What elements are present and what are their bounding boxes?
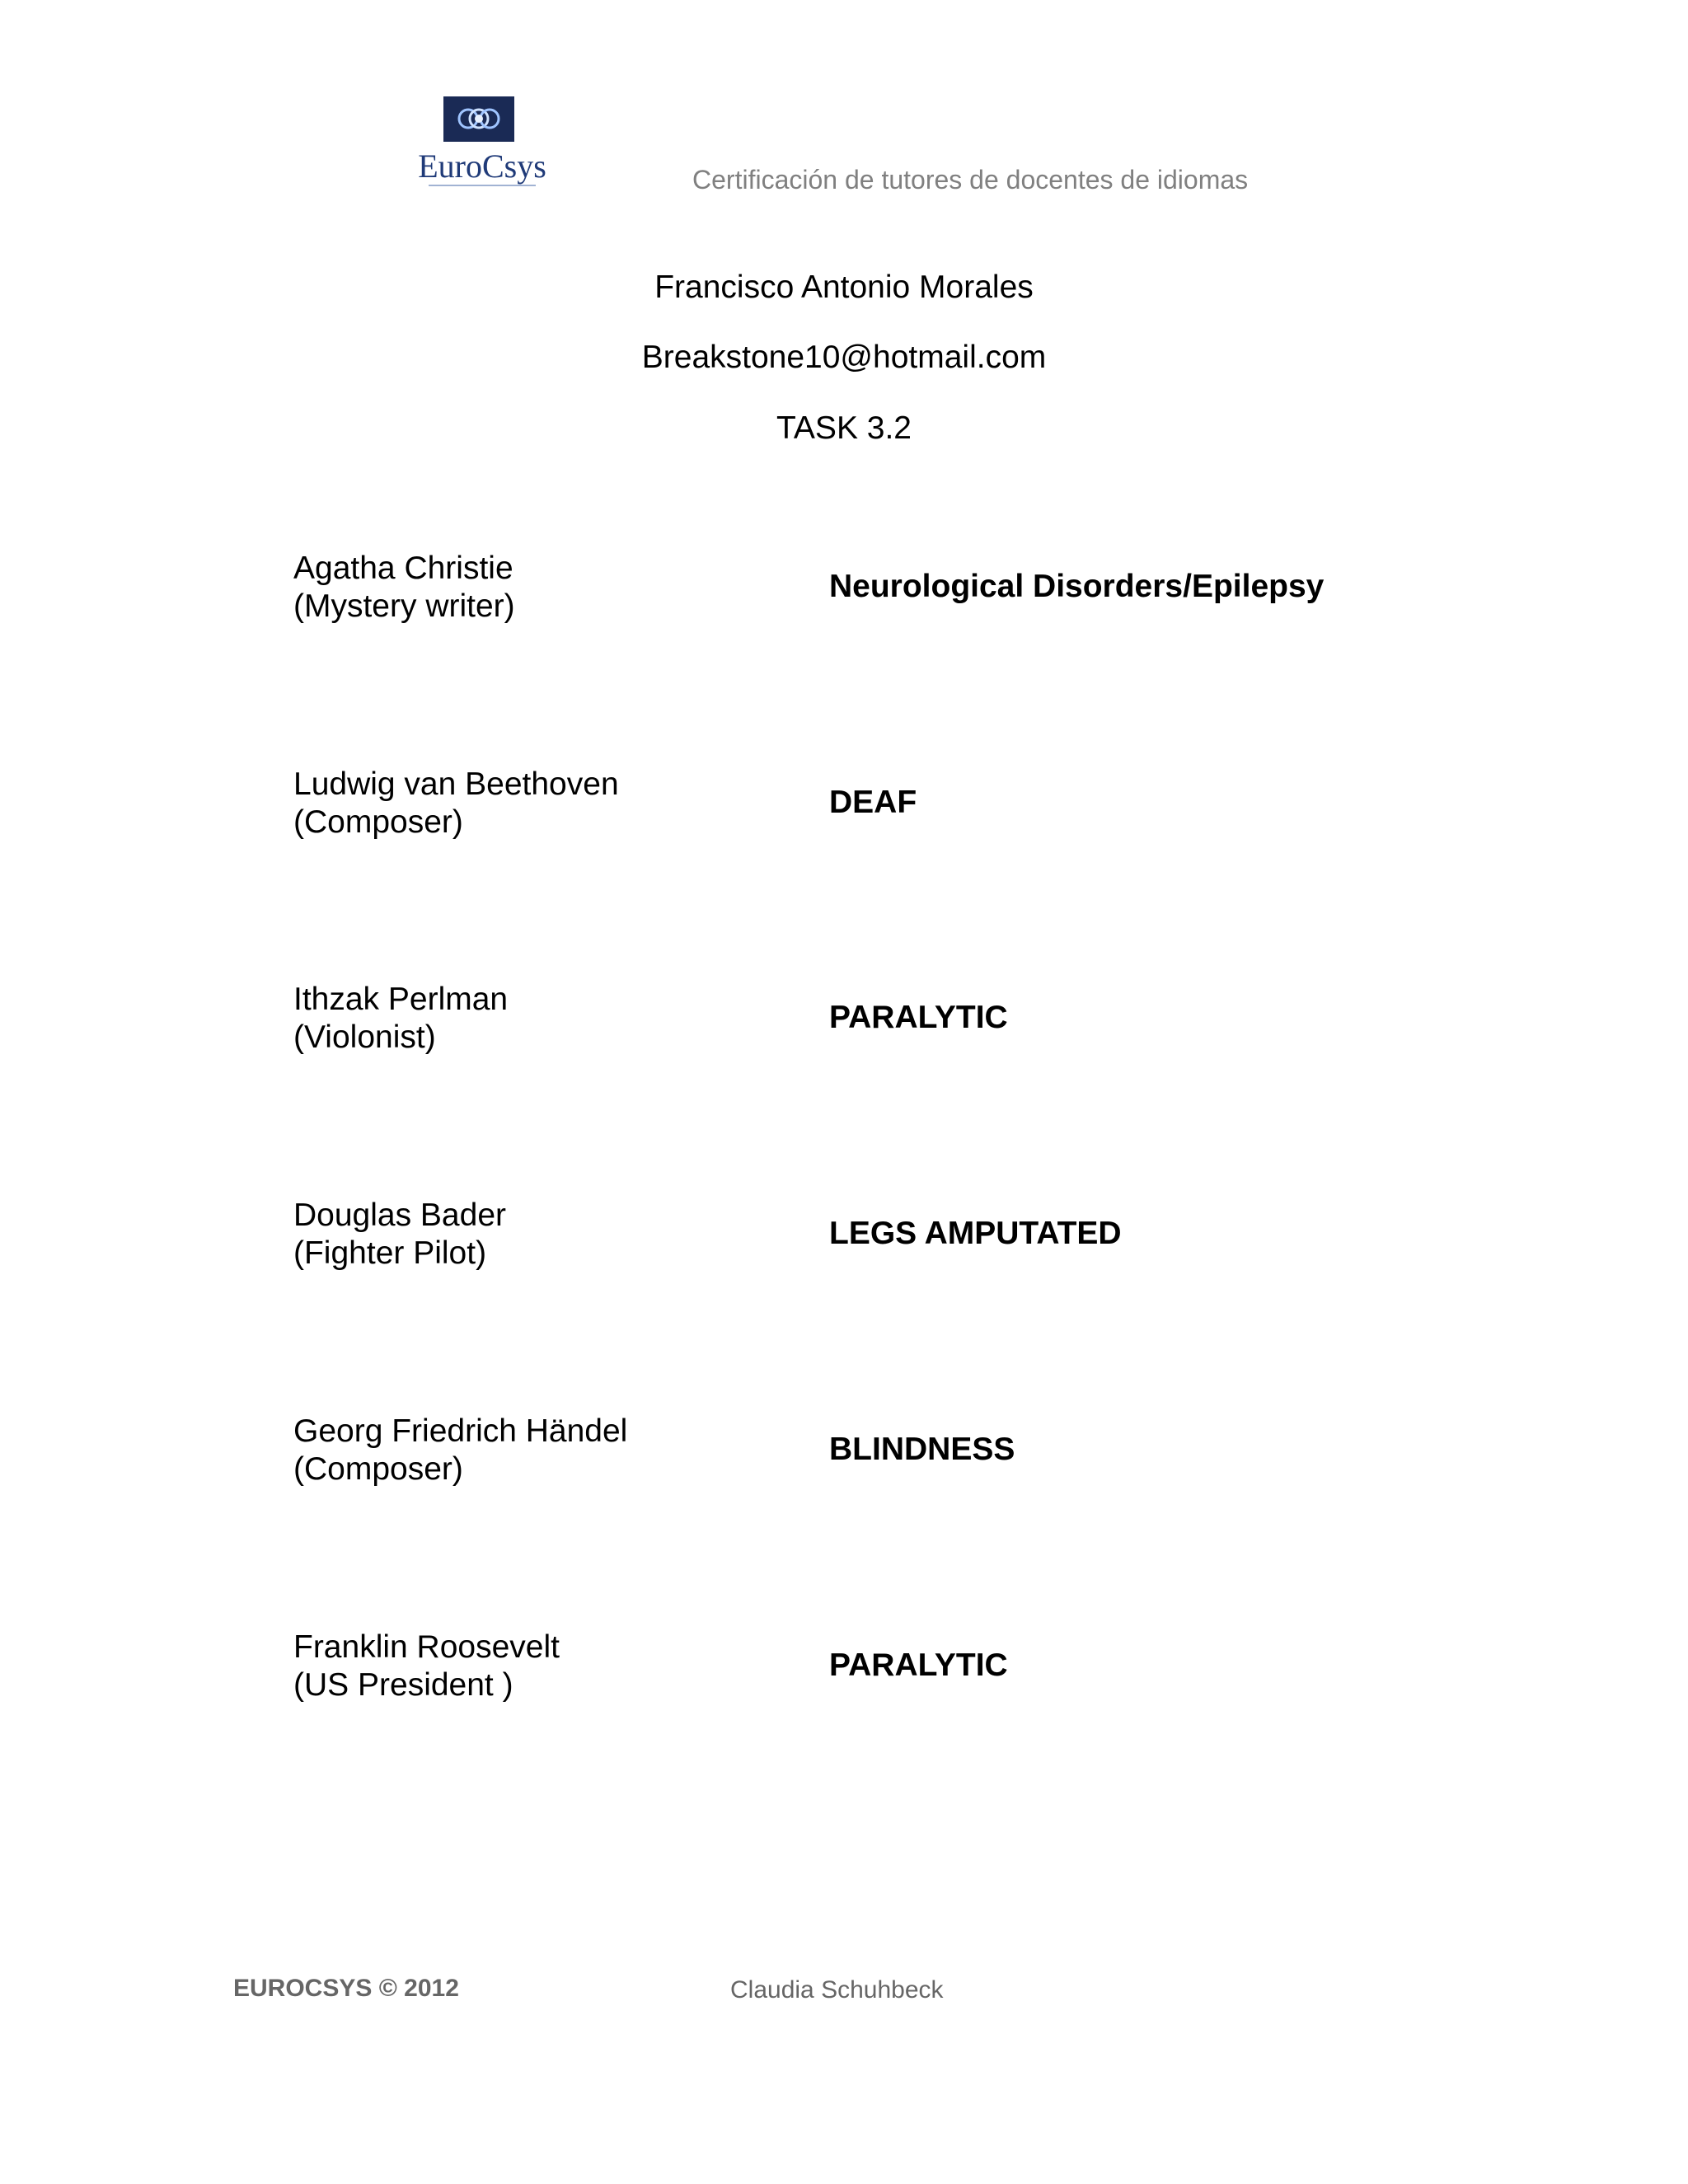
person-block xyxy=(293,1413,627,1488)
logo-wordmark: EuroCsys xyxy=(418,148,546,185)
condition-label: Neurological Disorders/Epilepsy xyxy=(829,569,1325,604)
header-subtitle: Certificación de tutores de docentes de idiomas xyxy=(692,165,1249,194)
person-name: Douglas Bader xyxy=(293,1197,506,1233)
person-name: Ithzak Perlman xyxy=(293,982,509,1017)
person-block xyxy=(293,981,508,1057)
person-role: (US President ) xyxy=(293,1667,513,1703)
author-email: Breakstone10@hotmail.com xyxy=(641,340,1047,375)
person-role: (Violonist) xyxy=(293,1019,436,1055)
entry-row xyxy=(293,550,1530,632)
entry-row xyxy=(293,1629,1530,1711)
person-role: (Fighter Pilot) xyxy=(293,1235,487,1271)
condition-label: LEGS AMPUTATED xyxy=(829,1216,1122,1251)
footer-author: Claudia Schuhbeck xyxy=(730,1976,944,2004)
entry-row xyxy=(293,1413,1530,1495)
entry-row xyxy=(293,1197,1530,1279)
person-role: (Composer) xyxy=(293,1451,463,1487)
entry-row xyxy=(293,766,1530,848)
eurocsys-logo xyxy=(404,92,560,199)
person-block xyxy=(293,766,619,841)
person-role: (Composer) xyxy=(293,804,463,840)
condition-label: PARALYTIC xyxy=(829,1000,1008,1035)
person-name: Agatha Christie xyxy=(293,551,513,586)
person-block xyxy=(293,550,515,626)
author-name: Francisco Antonio Morales xyxy=(654,269,1034,305)
logo-mark-icon xyxy=(443,96,514,142)
person-name: Ludwig van Beethoven xyxy=(293,766,619,802)
person-name: Franklin Roosevelt xyxy=(293,1629,560,1665)
task-label: TASK 3.2 xyxy=(776,410,912,446)
person-block xyxy=(293,1197,506,1272)
person-name: Georg Friedrich Händel xyxy=(293,1413,628,1449)
entry-row xyxy=(293,981,1530,1063)
condition-label: BLINDNESS xyxy=(829,1432,1015,1467)
logo-tagline-rule xyxy=(429,185,536,191)
person-block xyxy=(293,1629,560,1704)
condition-label: PARALYTIC xyxy=(829,1647,1008,1683)
footer-copyright: EUROCSYS © 2012 xyxy=(233,1975,459,2002)
person-role: (Mystery writer) xyxy=(293,588,515,624)
condition-label: DEAF xyxy=(829,785,917,820)
